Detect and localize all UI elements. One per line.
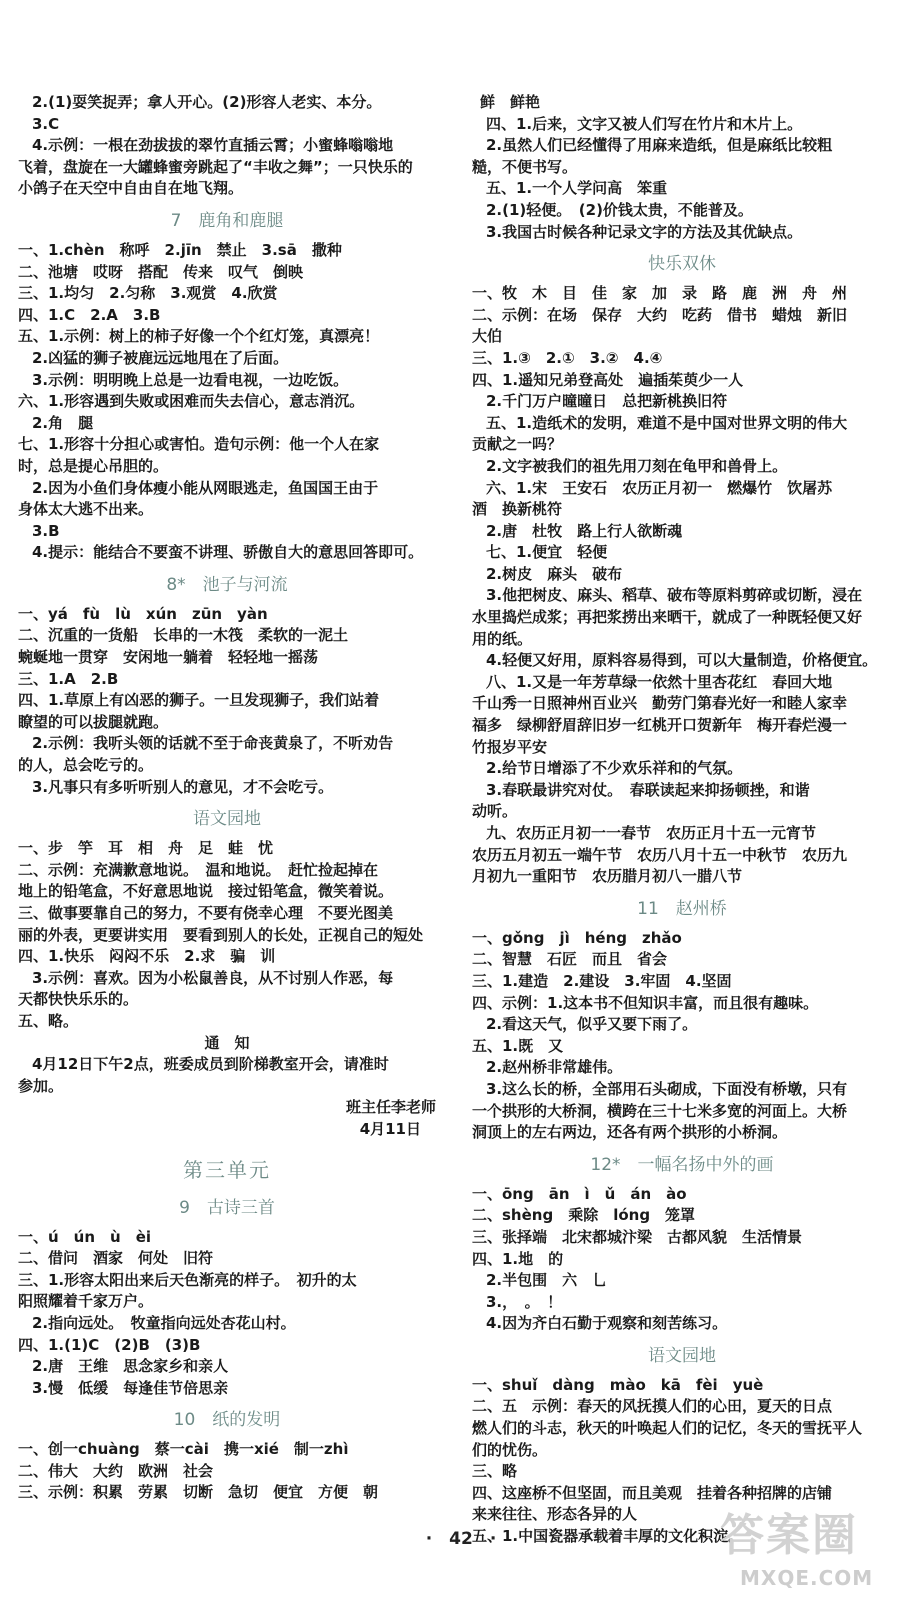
unit-heading: 第三单元 (183, 1157, 271, 1182)
right-answer-line: 2.虽然人们已经懂得了用麻来造纸，但是麻纸比较粗 (486, 136, 833, 155)
section-heading: 快乐双休 (648, 254, 716, 275)
section-heading: 语文园地 (193, 809, 261, 830)
section-heading: 11 赵州桥 (637, 898, 727, 919)
right-answer-line: 洞顶上的左右两边，还各有两个拱形的小桥洞。 (472, 1123, 788, 1142)
left-answer-line: 2.(1)耍笑捉弄；拿人开心。(2)形容人老实、本分。 (32, 93, 382, 111)
left-answer-line: 四、1.快乐 闷闷不乐 2.求 骗 训 (18, 947, 276, 966)
left-answer-line: 阳照耀着千家万户。 (18, 1292, 154, 1311)
left-answer-line: 三、1.均匀 2.匀称 3.观赏 4.欣赏 (18, 284, 278, 303)
right-answer-line: 五、1.造纸术的发明，难道不是中国对世界文明的伟大 (486, 413, 848, 432)
left-answer-line: 时，总是提心吊胆的。 (18, 456, 169, 475)
right-answer-line: 四、1.遥知兄弟登高处 遍插茱萸少一人 (472, 370, 744, 389)
right-answer-line: 2.树皮 麻头 破布 (486, 564, 623, 583)
right-answer-line: 四、1.地 的 (472, 1249, 564, 1268)
left-answer-line: 身体太大逃不出来。 (18, 500, 154, 519)
left-answer-line: 3.慢 低缓 每逢佳节倍思亲 (32, 1378, 229, 1397)
right-answer-line: 大伯 (472, 327, 503, 346)
right-answer-line: 2.文字被我们的祖先用刀刻在龟甲和兽骨上。 (486, 456, 788, 475)
left-answer-line: 地上的铅笔盒，不好意思地说 接过铅笔盒，微笑着说。 (18, 882, 394, 901)
left-answer-line: 二、示例：充满歉意地说。 温和地说。 赶忙捡起掉在 (18, 860, 379, 879)
right-answer-line: 3.春联最讲究对仗。 春联读起来抑扬顿挫，和谐 (486, 780, 810, 799)
right-answer-line: 2.赵州桥非常雄伟。 (486, 1058, 623, 1077)
right-answer-line: 糙，不便书写。 (472, 157, 578, 176)
left-answer-line: 一、yá fù lù xún zūn yàn (18, 604, 268, 623)
right-answer-line: 2.给节日增添了不少欢乐祥和的气氛。 (486, 759, 743, 778)
right-answer-line: 四、这座桥不但坚固，而且美观 挂着各种招牌的店铺 (472, 1483, 833, 1502)
left-answer-line: 飞着，盘旋在一大罐蜂蜜旁跳起了“丰收之舞”；一只快乐的 (18, 157, 413, 176)
left-answer-line: 2.角 腿 (32, 413, 94, 432)
left-answer-line: 丽的外表，更要讲实用 要看到别人的长处，正视自己的短处 (18, 925, 424, 944)
right-answer-line: 八、1.又是一年芳草绿一依然十里杏花红 春回大地 (486, 672, 833, 691)
right-answer-line: 贡献之一吗？ (472, 435, 563, 454)
left-answer-line: 五、1.示例：树上的柿子好像一个个红灯笼，真漂亮！ (18, 327, 380, 346)
left-answer-line: 四、1.(1)C (2)B (3)B (18, 1335, 201, 1354)
left-answer-line: 4月11日 (359, 1119, 436, 1138)
left-answer-line: 二、伟大 大约 欧洲 社会 (18, 1461, 214, 1480)
right-answer-line: 2.(1)轻便。 (2)价钱太贵，不能普及。 (486, 200, 753, 219)
left-answer-line: 一、ú ún ù èi (18, 1227, 152, 1246)
left-answer-line: 天都快快乐乐的。 (18, 990, 139, 1009)
right-answer-line: 千山秀一日照神州百业兴 勤劳门第春光好一和睦人家幸 (472, 694, 848, 713)
right-answer-line: 3.这么长的桥，全部用石头砌成，下面没有桥墩，只有 (486, 1079, 848, 1098)
right-answer-line: 用的纸。 (472, 629, 533, 648)
left-column (18, 92, 436, 1504)
left-answer-line: 班主任李老师 (345, 1098, 436, 1117)
left-answer-line: 六、1.形容遇到失败或困难而失去信心，意志消沉。 (18, 392, 365, 411)
left-answer-line: 2.指向远处。 牧童指向远处杏花山村。 (32, 1313, 296, 1332)
right-answer-line: 三、张择端 北宋都城汴梁 古都风貌 生活情景 (472, 1227, 803, 1246)
section-heading: 10 纸的发明 (173, 1410, 281, 1431)
left-answer-line: 3.B (32, 521, 60, 540)
right-answer-line: 四、示例：1.这本书不但知识丰富，而且很有趣味。 (472, 993, 819, 1012)
section-heading: 8* 池子与河流 (166, 574, 288, 595)
right-answer-line: 二、示例：在场 保存 大约 吃药 借书 蜡烛 新旧 (472, 305, 848, 324)
right-answer-line: 动听。 (472, 802, 518, 821)
right-answer-line: 四、1.后来，文字又被人们写在竹片和木片上。 (486, 114, 803, 133)
right-answer-line: 4.轻便又好用，原料容易得到，可以大量制造，价格便宜。 (486, 651, 878, 670)
left-answer-line: 四、1.草原上有凶恶的狮子。一旦发现狮子，我们站着 (18, 691, 380, 710)
right-answer-line: 福多 绿柳舒眉辞旧岁一红桃开口贺新年 梅开春烂漫一 (472, 716, 848, 735)
left-answer-line: 五、略。 (18, 1011, 79, 1030)
section-heading: 语文园地 (648, 1345, 716, 1366)
left-answer-line: 3.示例：明明晚上总是一边看电视，一边吃饭。 (32, 370, 349, 389)
right-answer-line: 燃人们的斗志，秋天的叶唤起人们的记忆，冬天的雪抚平人 (472, 1419, 863, 1438)
right-answer-line: 二、shèng 乘除 lóng 笼罩 (472, 1206, 696, 1225)
section-heading: 9 古诗三首 (179, 1197, 275, 1218)
left-answer-line: 二、沉重的一货船 长串的一木筏 柔软的一泥土 (18, 626, 349, 645)
right-answer-line: 酒 换新桃符 (472, 500, 563, 519)
left-answer-line: 4月12日下午2点，班委成员到阶梯教室开会，请准时 (32, 1055, 389, 1074)
left-answer-line: 参加。 (18, 1076, 64, 1095)
left-answer-line: 2.示例：我听头领的话就不至于命丧黄泉了，不听劝告 (32, 734, 394, 753)
watermark-url: MXQE.COM (740, 1566, 874, 1590)
left-answer-line: 的人，总会吃亏的。 (18, 756, 154, 775)
left-answer-line: 三、示例：积累 劳累 切断 急切 便宜 方便 朝 (18, 1483, 379, 1502)
section-heading: 12* 一幅名扬中外的画 (590, 1154, 774, 1175)
left-answer-line: 2.因为小鱼们身体瘦小能从网眼逃走，鱼国国王由于 (32, 478, 379, 497)
left-answer-line: 3.C (32, 114, 60, 133)
right-answer-line: 2.千门万户曈曈日 总把新桃换旧符 (486, 392, 728, 411)
right-answer-line: 月初九一重阳节 农历腊月初八一腊八节 (472, 867, 743, 886)
right-answer-line: 竹报岁平安 (472, 737, 548, 756)
left-answer-line: 瞭望的可以拔腿就跑。 (18, 712, 169, 731)
left-answer-line: 2.唐 王维 思念家乡和亲人 (32, 1357, 229, 1376)
right-column (472, 92, 892, 1548)
right-answer-line: 五、1.一个人学问高 笨重 (486, 179, 668, 198)
right-answer-line: 2.唐 杜牧 路上行人欲断魂 (486, 521, 683, 540)
right-answer-line: 2.半包围 六 乚 (486, 1271, 608, 1290)
right-answer-line: 三、略 (472, 1462, 518, 1481)
right-answer-line: 鲜 鲜艳 (480, 93, 541, 111)
right-answer-line: 来来往往、形态各异的人 (472, 1505, 638, 1524)
right-answer-line: 4.因为齐白石勤于观察和刻苦练习。 (486, 1314, 728, 1333)
left-answer-line: 3.凡事只有多听听别人的意见，才不会吃亏。 (32, 777, 334, 796)
right-answer-line: 们的忧伤。 (472, 1440, 548, 1459)
watermark (720, 1508, 910, 1594)
right-answer-line: 3.我国古时候各种记录文字的方法及其优缺点。 (486, 222, 803, 241)
left-answer-line: 蜿蜒地一贯穿 安闲地一躺着 轻轻地一摇荡 (18, 648, 319, 667)
right-answer-line: 一、gǒng jì héng zhǎo (472, 928, 682, 947)
left-answer-line: 3.示例：喜欢。因为小松鼠善良，从不讨别人作恶，每 (32, 968, 394, 987)
left-answer-line: 小鸽子在天空中自由自在地飞翔。 (18, 179, 244, 198)
right-answer-line: 七、1.便宜 轻便 (486, 543, 608, 562)
left-answer-line: 四、1.C 2.A 3.B (18, 305, 161, 324)
right-answer-line: 九、农历正月初一一春节 农历正月十五一元宵节 (486, 824, 817, 842)
page-number: · 42 · (425, 1529, 497, 1549)
left-answer-line: 4.提示：能结合不要蛮不讲理、骄傲自大的意思回答即可。 (32, 543, 424, 562)
right-answer-line: 三、1.建造 2.建设 3.牢固 4.坚固 (472, 971, 732, 990)
right-answer-line: 一个拱形的大桥洞，横跨在三十七米多宽的河面上。大桥 (472, 1101, 848, 1120)
right-answer-line: 二、五 示例：春天的风抚摸人们的心田，夏天的日点 (472, 1397, 833, 1416)
section-heading: 7 鹿角和鹿腿 (170, 210, 284, 231)
left-answer-line: 4.示例：一根在劲拔拔的翠竹直插云霄；小蜜蜂嗡嗡地 (32, 136, 394, 155)
left-answer-line: 2.凶猛的狮子被鹿远远地甩在了后面。 (32, 348, 289, 367)
left-answer-line: 三、做事要靠自己的努力，不要有侥幸心理 不要光图美 (18, 904, 394, 922)
right-answer-line: 一、shuǐ dàng mào kā fèi yuè (472, 1375, 764, 1394)
right-answer-line: 三、1.③ 2.① 3.② 4.④ (472, 348, 663, 367)
left-answer-line: 一、创一chuàng 蔡一cài 携一xié 制一zhì (18, 1440, 349, 1459)
right-answer-line: 五、1.既 又 (472, 1036, 564, 1055)
left-answer-line: 二、借问 酒家 何处 旧符 (18, 1249, 214, 1268)
right-answer-line: 3.， 。 ！ (486, 1292, 563, 1311)
left-answer-line: 通 知 (204, 1033, 250, 1052)
left-answer-line: 一、步 竽 耳 相 舟 足 蛙 忧 (18, 839, 274, 858)
right-answer-line: 六、1.宋 王安石 农历正月初一 燃爆竹 饮屠苏 (486, 478, 833, 497)
left-answer-line: 七、1.形容十分担心或害怕。造句示例：他一个人在家 (18, 435, 380, 454)
right-answer-line: 水里捣烂成浆；再把浆捞出来晒干，就成了一种既轻便又好 (472, 608, 863, 627)
right-answer-line: 2.看这天气，似乎又要下雨了。 (486, 1015, 698, 1034)
right-answer-line: 农历五月初五一端午节 农历八月十五一中秋节 农历九 (472, 845, 848, 864)
watermark-logo: 答案圈 (720, 1510, 858, 1561)
right-answer-line: 一、ōng ān ì ǔ án ào (472, 1184, 687, 1203)
right-answer-line: 二、智慧 石匠 而且 省会 (472, 950, 668, 969)
left-answer-line: 三、1.A 2.B (18, 669, 119, 688)
right-answer-line: 五、1.中国瓷器承载着丰厚的文化积淀。 (472, 1527, 744, 1546)
left-answer-line: 一、1.chèn 称呼 2.jīn 禁止 3.sā 撒种 (18, 240, 342, 259)
right-answer-line: 一、牧 木 目 佳 家 加 录 路 鹿 洲 舟 州 (472, 284, 848, 303)
right-answer-line: 3.他把树皮、麻头、稻草、破布等原料剪碎或切断，浸在 (486, 586, 863, 605)
left-answer-line: 二、池塘 哎呀 搭配 传来 叹气 倒映 (18, 262, 304, 281)
left-answer-line: 三、1.形容太阳出来后天色渐亮的样子。 初升的太 (18, 1270, 357, 1289)
